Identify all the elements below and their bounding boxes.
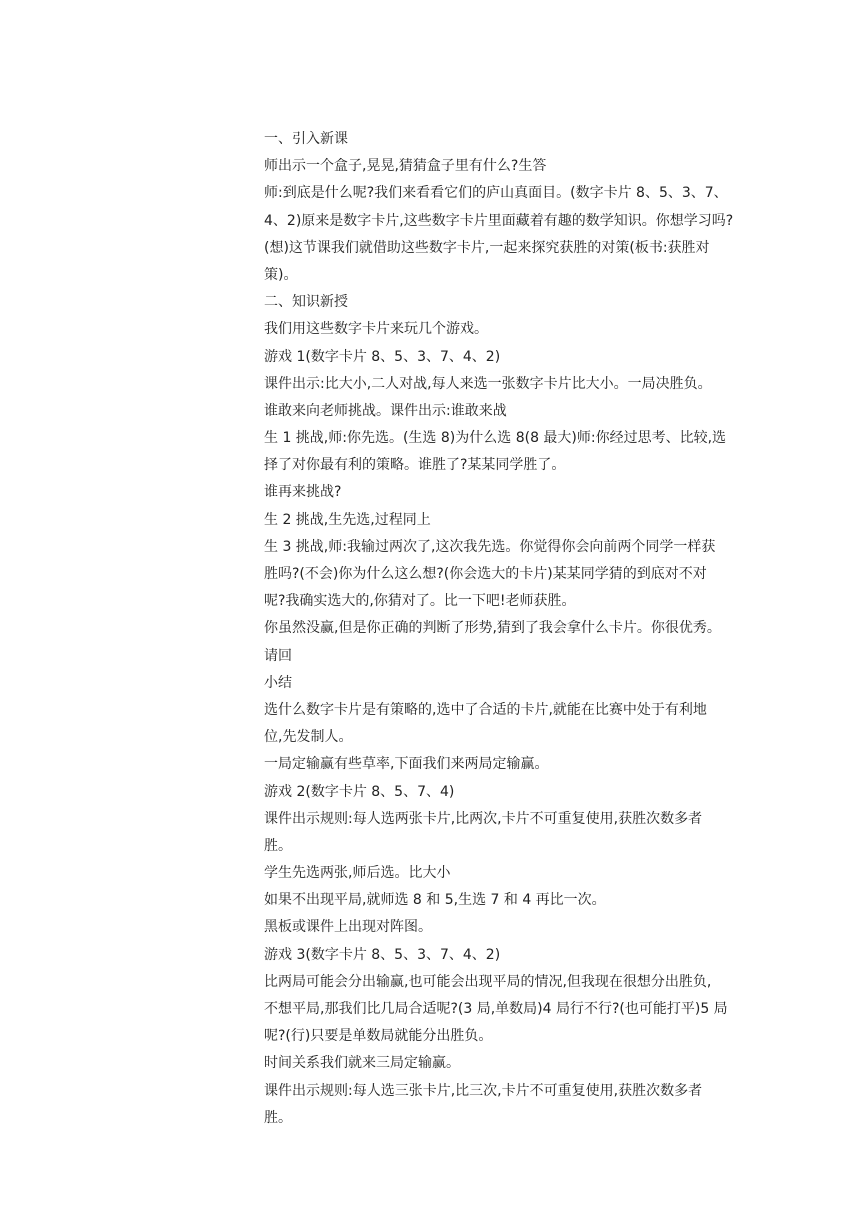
text-line: 你虽然没赢,但是你正确的判断了形势,猜到了我会拿什么卡片。你很优秀。 — [264, 620, 721, 637]
text-line: 不想平局,那我们比几局合适呢?(3 局,单数局)4 局行不行?(也可能打平)5 局 — [264, 1001, 728, 1017]
text-line: 请回 — [264, 647, 292, 664]
document-body — [264, 126, 764, 1132]
text-line: 比两局可能会分出输赢,也可能会出现平局的情况,但我现在很想分出胜负, — [264, 973, 712, 990]
text-line: 位,先发制人。 — [264, 729, 353, 746]
section-heading: 一、引入新课 — [264, 131, 348, 147]
game-heading: 游戏 1(数字卡片 8、5、3、7、4、2) — [264, 348, 501, 365]
text-line: 师:到底是什么呢?我们来看看它们的庐山真面目。(数字卡片 8、5、3、7、 — [264, 185, 728, 202]
text-line: 生 1 挑战,师:你先选。(生选 8)为什么选 8(8 最大)师:你经过思考、比较,选 — [264, 430, 727, 447]
game-heading: 游戏 2(数字卡片 8、5、7、4) — [264, 783, 455, 800]
text-line: 择了对你最有利的策略。谁胜了?某某同学胜了。 — [264, 457, 566, 474]
text-line: 谁再来挑战? — [264, 484, 342, 501]
text-line: 师出示一个盒子,晃晃,猜猜盒子里有什么?生答 — [264, 158, 547, 175]
text-line: 谁敢来向老师挑战。课件出示:谁敢来战 — [264, 402, 507, 419]
game-heading: 游戏 3(数字卡片 8、5、3、7、4、2) — [264, 946, 501, 963]
text-line: (想)这节课我们就借助这些数字卡片,一起来探究获胜的对策(板书:获胜对 — [264, 239, 710, 256]
text-line: 课件出示规则:每人选两张卡片,比两次,卡片不可重复使用,获胜次数多者 — [264, 810, 703, 827]
text-line: 胜。 — [264, 837, 292, 854]
text-line: 课件出示规则:每人选三张卡片,比三次,卡片不可重复使用,获胜次数多者 — [264, 1082, 703, 1099]
text-line: 生 2 挑战,生先选,过程同上 — [264, 511, 431, 528]
text-line: 策)。 — [264, 266, 298, 283]
text-line: 生 3 挑战,师:我输过两次了,这次我先选。你觉得你会向前两个同学一样获 — [264, 538, 716, 555]
text-line: 黑板或课件上出现对阵图。 — [264, 919, 432, 936]
text-line: 4、2)原来是数字卡片,这些数字卡片里面藏着有趣的数学知识。你想学习吗? — [264, 212, 734, 229]
text-line: 呢?(行)只要是单数局就能分出胜负。 — [264, 1028, 493, 1045]
text-line: 胜。 — [264, 1109, 292, 1126]
text-line: 选什么数字卡片是有策略的,选中了合适的卡片,就能在比赛中处于有利地 — [264, 701, 707, 718]
text-line: 我们用这些数字卡片来玩几个游戏。 — [264, 321, 488, 338]
text-line: 胜吗?(不会)你为什么这么想?(你会选大的卡片)某某同学猜的到底对不对 — [264, 566, 707, 582]
text-line: 学生先选两张,师后选。比大小 — [264, 865, 451, 882]
section-heading: 二、知识新授 — [264, 294, 348, 311]
text-line: 一局定输赢有些草率,下面我们来两局定输赢。 — [264, 756, 549, 773]
text-line: 呢?我确实选大的,你猜对了。比一下吧!老师获胜。 — [264, 593, 576, 610]
text-line: 时间关系我们就来三局定输赢。 — [264, 1055, 460, 1072]
summary-heading: 小结 — [264, 674, 292, 691]
text-line: 课件出示:比大小,二人对战,每人来选一张数字卡片比大小。一局决胜负。 — [264, 375, 712, 392]
text-line: 如果不出现平局,就师选 8 和 5,生选 7 和 4 再比一次。 — [264, 892, 606, 909]
